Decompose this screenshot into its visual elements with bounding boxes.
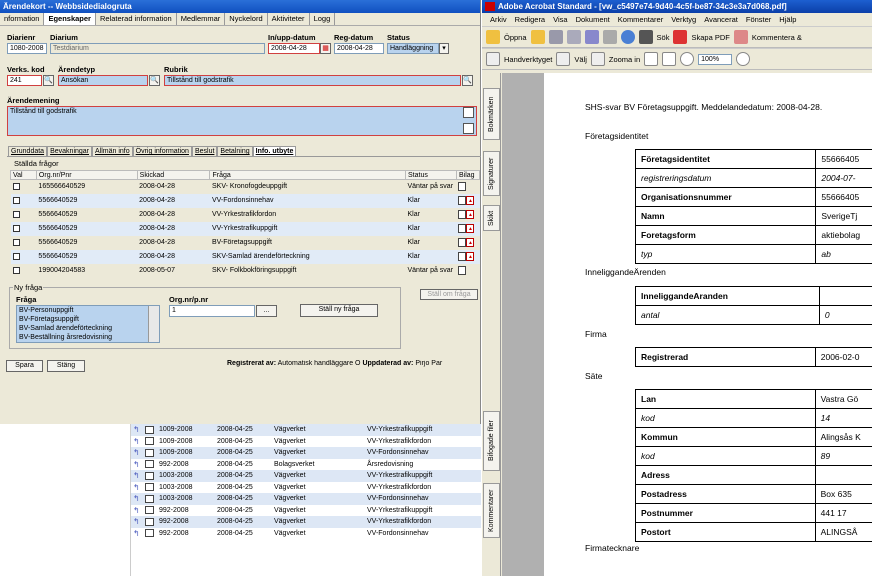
tab-bevakningar[interactable]: Bevakningar	[47, 146, 92, 156]
menu-egenskaper[interactable]: Egenskaper	[44, 13, 96, 25]
diarienr-label: Diarienr	[7, 33, 36, 42]
row-checkbox[interactable]	[13, 183, 20, 190]
search-icon[interactable]: 🔍	[150, 77, 159, 84]
browse-button[interactable]: ...	[256, 305, 277, 317]
list-item[interactable]	[131, 447, 481, 459]
left-menu-bar	[0, 13, 480, 26]
table-row[interactable]: 165566640529 2008-04-28 SKV- Kronofogdeuppgift Väntar på svar	[11, 180, 480, 194]
menu-avancerat[interactable]: Avancerat	[704, 15, 738, 24]
list-diarienr: 1003-2008	[157, 493, 215, 505]
stall-om-fraga-button[interactable]: Ställ om fråga	[420, 289, 478, 300]
field-value: ab	[816, 245, 872, 264]
list-question: Årsredovisning	[367, 460, 414, 468]
tab-grunddata[interactable]: Grunddata	[8, 146, 47, 156]
document-icon[interactable]	[145, 460, 154, 468]
tab-betalning[interactable]: Betalning	[217, 146, 252, 156]
table-row	[636, 409, 872, 428]
field-name: InneliggandeAranden	[636, 287, 820, 306]
reg-av-label: Registrerat av:	[227, 360, 277, 367]
globe-icon[interactable]	[621, 30, 635, 44]
document-icon[interactable]	[145, 483, 154, 491]
tab-allman-info[interactable]: Allmän info	[92, 146, 133, 156]
stallda-fragor-label: Ställda frågor	[14, 159, 59, 168]
table-row	[636, 169, 872, 188]
list-option[interactable]: BV-Personuppgift	[19, 307, 74, 314]
table-row	[636, 150, 872, 169]
table-row	[636, 390, 872, 409]
list-option[interactable]: BV-Företagsuppgift	[19, 316, 79, 323]
table-row	[636, 207, 872, 226]
list-source: Vägverket	[274, 483, 306, 491]
link-arrow-icon[interactable]: ↰	[133, 505, 140, 515]
pdf-icon[interactable]: ▲	[467, 254, 473, 260]
list-date: 2008-04-25	[217, 506, 253, 514]
link-arrow-icon[interactable]: ↰	[133, 517, 140, 527]
link-arrow-icon[interactable]: ↰	[133, 528, 140, 538]
col-status[interactable]: Status	[406, 171, 457, 180]
list-date: 2008-04-25	[217, 483, 253, 491]
tab-kommentarer[interactable]: Kommentarer	[483, 483, 500, 538]
field-name: Postadress	[636, 485, 816, 504]
menu-visa[interactable]: Visa	[553, 15, 568, 24]
email-icon[interactable]	[585, 30, 599, 44]
link-arrow-icon[interactable]: ↰	[133, 448, 140, 458]
col-val[interactable]: Val	[11, 171, 37, 180]
table-sate	[635, 389, 872, 542]
list-date: 2008-04-25	[215, 516, 272, 528]
table-row	[636, 348, 872, 367]
table-row	[636, 523, 872, 542]
list-diarienr: 992-2008	[159, 506, 189, 514]
list-date: 2008-04-25	[215, 447, 272, 459]
document-icon[interactable]	[458, 182, 466, 191]
acrobat-logo-icon	[485, 2, 495, 11]
left-title-bar: Ärendekort -- Webbsidedialogruta	[0, 0, 480, 13]
sok-button[interactable]: Sök	[656, 32, 670, 42]
stallda-fragor-table	[10, 170, 480, 278]
upd-av-label: Uppdaterad av:	[362, 360, 414, 367]
list-date: 2008-04-25	[215, 470, 272, 482]
tab-ovrig-information[interactable]: Övrig information	[133, 146, 192, 156]
list-source: Vägverket	[272, 424, 365, 436]
reg-av-value: Automatisk handläggare O	[277, 360, 361, 367]
list-item[interactable]	[131, 459, 481, 471]
ny-fraga-label: Ny fråga	[14, 283, 43, 292]
document-area[interactable]	[502, 73, 872, 576]
reg-label: Reg-datum	[334, 33, 374, 42]
inupp-label: In/upp-datum	[268, 33, 316, 42]
arende-list	[130, 424, 481, 576]
list-item[interactable]	[131, 516, 481, 528]
document-icon[interactable]	[145, 518, 154, 526]
field-name: typ	[636, 245, 816, 264]
table-row[interactable]: 5566640529 2008-04-28 VV-Fordonsinnehav Klar ▲	[11, 194, 480, 208]
row-checkbox[interactable]	[13, 253, 20, 260]
menu-relaterad[interactable]: Relaterad information	[96, 13, 177, 25]
menu-redigera[interactable]: Redigera	[514, 15, 546, 24]
folder-icon[interactable]	[531, 30, 545, 44]
menu-medlemmar[interactable]: Medlemmar	[177, 13, 226, 25]
tab-skikt[interactable]: Skikt	[483, 205, 500, 231]
right-menu-bar	[482, 13, 872, 26]
status-select[interactable]: Handläggning	[387, 43, 439, 54]
field-value: 0	[819, 306, 872, 325]
list-option[interactable]: BV-Samlad ärendeförteckning	[19, 325, 112, 332]
field-value: 2004-07-	[816, 169, 872, 188]
arendetyp-field[interactable]: Ansökan	[58, 75, 148, 86]
list-question: VV-Yrkestrafikfordon	[365, 516, 481, 528]
document-icon[interactable]	[145, 506, 154, 514]
menu-fonster[interactable]: Fönster	[745, 15, 772, 24]
row-checkbox[interactable]	[13, 267, 20, 274]
table-row[interactable]: 199004204583 2008-05-07 SKV- Folkbokföringsuppgift Väntar på svar	[11, 264, 480, 278]
table-inneliggande	[635, 286, 872, 325]
list-source: Vägverket	[272, 470, 365, 482]
row-checkbox[interactable]	[13, 239, 20, 246]
list-source: Vägverket	[272, 447, 365, 459]
create-pdf-icon[interactable]	[673, 30, 687, 44]
orgnr-label: Org.nr/p.nr	[169, 295, 209, 304]
table-row[interactable]: 5566640529 2008-04-28 VV-Yrkestrafikfordon Klar ▲	[11, 208, 480, 222]
table-row	[636, 188, 872, 207]
table-row	[636, 504, 872, 523]
list-question: VV-Yrkestrafikfordon	[367, 437, 432, 445]
document-icon[interactable]	[145, 426, 154, 434]
tab-bokmarken[interactable]: Bokmärken	[483, 88, 500, 140]
col-fraga[interactable]: Fråga	[210, 171, 406, 180]
tab-info-utbyte[interactable]: Info. utbyte	[253, 146, 297, 156]
print-icon[interactable]	[567, 30, 581, 44]
list-question: VV-Yrkestrafikfordon	[367, 483, 432, 491]
table-row[interactable]: 5566640529 2008-04-28 VV-Yrkestrafikuppgift Klar ▲	[11, 222, 480, 236]
table-row	[636, 287, 872, 306]
section-foretagsidentitet: Företagsidentitet	[585, 131, 649, 141]
field-name: kod	[636, 409, 816, 428]
row-checkbox[interactable]	[13, 211, 20, 218]
list-source: Vägverket	[274, 506, 306, 514]
valj-button[interactable]: Välj	[574, 54, 587, 64]
section-firmatecknare: Firmatecknare	[585, 543, 640, 553]
link-arrow-icon[interactable]: ↰	[133, 425, 140, 435]
field-name: Foretagsform	[636, 226, 816, 245]
folder-open-icon[interactable]	[486, 30, 500, 44]
inupp-datum-field[interactable]: 2008-04-28	[268, 43, 320, 54]
arendemening-label: Ärendemening	[7, 96, 60, 105]
search-icon[interactable]: 🔍	[463, 77, 472, 84]
table-row	[636, 428, 872, 447]
orgnr-input[interactable]: 1	[169, 305, 255, 317]
section-firma: Firma	[585, 329, 607, 339]
diarium-label: Diarium	[50, 33, 78, 42]
tab-signaturer[interactable]: Signaturer	[483, 151, 500, 196]
list-item[interactable]	[131, 482, 481, 494]
field-value: 2006-02-0	[815, 348, 872, 367]
list-question: VV-Yrkestrafikuppgift	[367, 506, 433, 514]
fraga-label: Fråga	[16, 295, 37, 304]
field-name: Organisationsnummer	[636, 188, 816, 207]
pdf-icon[interactable]: ▲	[467, 226, 473, 232]
row-checkbox[interactable]	[13, 197, 20, 204]
toolbar-2	[482, 48, 872, 70]
verks-label: Verks. kod	[7, 65, 45, 74]
col-orgnr[interactable]: Org.nr/Pnr	[36, 171, 137, 180]
stang-button[interactable]: Stäng	[47, 360, 85, 372]
document-icon[interactable]	[458, 224, 466, 233]
list-option[interactable]: BV-Beställning årsredovisning	[19, 334, 112, 341]
table-firma	[635, 347, 872, 367]
field-value: 55666405	[816, 150, 872, 169]
arende-list-table	[131, 424, 481, 539]
pdf-icon[interactable]: ▲	[467, 240, 473, 246]
select-icon[interactable]	[556, 52, 570, 66]
oppna-button[interactable]: Öppna	[504, 32, 527, 42]
doc-heading: SHS-svar BV Företagsuppgift. Meddelandedatum: 2008-04-28.	[585, 102, 823, 112]
list-date: 2008-04-25	[215, 424, 272, 436]
list-diarienr: 1009-2008	[157, 447, 215, 459]
col-skickad[interactable]: Skickad	[137, 171, 210, 180]
link-arrow-icon[interactable]: ↰	[133, 494, 140, 504]
right-title-bar: Adobe Acrobat Standard - [vw_c5497e74-9d40-4c5f-be87-34c3e3a7d068.pdf]	[482, 0, 872, 13]
list-diarienr: 1003-2008	[159, 483, 193, 491]
zoom-input[interactable]: 100%	[698, 54, 732, 65]
field-name: Postnummer	[636, 504, 816, 523]
menu-verktyg[interactable]: Verktyg	[671, 15, 697, 24]
rubrik-label: Rubrik	[164, 65, 188, 74]
field-name: Registrerad	[636, 348, 816, 367]
upd-av-value: Pirjo Par	[415, 360, 443, 367]
zoom-out-icon[interactable]	[680, 52, 694, 66]
checkbox[interactable]	[463, 107, 474, 118]
list-diarienr: 1003-2008	[157, 470, 215, 482]
document-icon[interactable]	[145, 495, 154, 503]
arendekort-window	[0, 0, 481, 424]
field-name: Postort	[636, 523, 816, 542]
table-foretagsidentitet	[635, 149, 872, 264]
detail-tabs	[8, 146, 296, 156]
field-value: 55666405	[816, 188, 872, 207]
save-icon[interactable]	[549, 30, 563, 44]
zooma-in-button[interactable]: Zooma in	[608, 54, 641, 64]
field-value	[815, 466, 872, 485]
list-date: 2008-04-25	[217, 460, 253, 468]
list-date: 2008-04-25	[215, 493, 272, 505]
list-source: Vägverket	[274, 437, 306, 445]
table-row	[636, 447, 872, 466]
list-diarienr: 992-2008	[159, 529, 189, 537]
skapa-pdf-button[interactable]: Skapa PDF	[691, 32, 730, 42]
list-source: Vägverket	[272, 516, 365, 528]
field-value: Box 635	[815, 485, 872, 504]
arendemening-textarea[interactable]: Tillstånd till godstrafik	[7, 106, 477, 136]
left-blank-area	[0, 424, 130, 576]
section-inneliggande: InneliggandeÄrenden	[585, 267, 666, 277]
link-arrow-icon[interactable]: ↰	[133, 459, 140, 469]
menu-kommentarer[interactable]: Kommentarer	[617, 15, 664, 24]
list-item[interactable]	[131, 470, 481, 482]
calendar-icon[interactable]: ▦	[320, 43, 331, 54]
stall-ny-fraga-button[interactable]: Ställ ny fråga	[300, 304, 378, 317]
list-source: Vägverket	[274, 529, 306, 537]
document-icon[interactable]	[458, 252, 466, 261]
field-name: kod	[636, 447, 816, 466]
acrobat-window	[482, 0, 872, 576]
table-row	[636, 466, 872, 485]
navigation-pane	[482, 73, 501, 576]
diarium-field[interactable]: Testdiarium	[50, 43, 265, 54]
link-arrow-icon[interactable]: ↰	[133, 436, 140, 446]
col-bilag[interactable]: Bilag	[456, 171, 479, 180]
list-date: 2008-04-25	[217, 529, 253, 537]
list-date: 2008-04-25	[217, 437, 253, 445]
field-value: SverigeTj	[816, 207, 872, 226]
status-label: Status	[387, 33, 410, 42]
field-name: Lan	[636, 390, 816, 409]
menu-arkiv[interactable]: Arkiv	[490, 15, 507, 24]
field-value	[819, 287, 872, 306]
field-name: antal	[636, 306, 820, 325]
verks-kod-field[interactable]: 241	[7, 75, 42, 86]
handverktyget-button[interactable]: Handverktyget	[504, 54, 553, 64]
field-name: Kommun	[636, 428, 816, 447]
row-checkbox[interactable]	[13, 225, 20, 232]
field-value: 89	[815, 447, 872, 466]
menu-hjalp[interactable]: Hjälp	[779, 15, 797, 24]
fit-page-icon[interactable]	[644, 52, 658, 66]
menu-nyckelord[interactable]: Nyckelord	[225, 13, 267, 25]
field-name: Namn	[636, 207, 816, 226]
menu-logg[interactable]: Logg	[310, 13, 336, 25]
list-item[interactable]	[131, 528, 481, 540]
toolbar-1	[482, 26, 872, 48]
list-diarienr: 992-2008	[159, 460, 189, 468]
table-row[interactable]: 5566640529 2008-04-28 SKV-Samlad ärendeförteckning Klar ▲	[11, 250, 480, 264]
link-arrow-icon[interactable]: ↰	[133, 482, 140, 492]
field-value: Alingsås K	[815, 428, 872, 447]
list-diarienr: 1009-2008	[159, 437, 193, 445]
document-icon[interactable]	[458, 210, 466, 219]
field-value: Vastra Gö	[815, 390, 872, 409]
document-icon[interactable]	[145, 449, 154, 457]
menu-dokument[interactable]: Dokument	[575, 15, 610, 24]
document-icon[interactable]	[458, 266, 466, 275]
binoculars-icon[interactable]	[639, 30, 653, 44]
field-value: 441 17	[815, 504, 872, 523]
field-value: aktiebolag	[816, 226, 872, 245]
table-row[interactable]: 5566640529 2008-04-28 BV-Företagsuppgift Klar ▲	[11, 236, 480, 250]
list-source: Vägverket	[272, 493, 365, 505]
kommentera-button[interactable]: Kommentera &	[751, 32, 802, 42]
table-row	[636, 485, 872, 504]
pdf-icon[interactable]: ▲	[467, 212, 473, 218]
attach-icon[interactable]	[603, 30, 617, 44]
list-item[interactable]	[131, 493, 481, 505]
list-question: VV-Fordonsinnehav	[365, 493, 481, 505]
field-value: ALINGSÅ	[815, 523, 872, 542]
field-name: Adress	[636, 466, 816, 485]
tab-beslut[interactable]: Beslut	[192, 146, 217, 156]
registrerat-info	[227, 360, 479, 367]
table-row	[636, 306, 872, 325]
document-icon[interactable]	[145, 472, 154, 480]
list-question: VV-Fordonsinnehav	[367, 529, 429, 537]
arendetyp-label: Ärendetyp	[58, 65, 96, 74]
table-row	[636, 226, 872, 245]
comment-icon[interactable]	[734, 30, 748, 44]
section-sate: Säte	[585, 371, 603, 381]
zoom-in-circle-icon[interactable]	[736, 52, 750, 66]
menu-aktiviteter[interactable]: Aktiviteter	[268, 13, 310, 25]
fraga-listbox[interactable]	[16, 305, 160, 343]
listbox-scrollbar[interactable]	[148, 306, 159, 342]
list-question: VV-Yrkestrafikuppgift	[365, 470, 481, 482]
list-question: VV-Fordonsinnehav	[365, 447, 481, 459]
search-icon[interactable]: 🔍	[44, 77, 53, 84]
list-item[interactable]	[131, 505, 481, 517]
fit-width-icon[interactable]	[662, 52, 676, 66]
tab-bifogade-filer[interactable]: Bifogade filer	[483, 411, 500, 471]
rubrik-field[interactable]: Tillstånd till godstrafik	[164, 75, 461, 86]
hand-icon[interactable]	[486, 52, 500, 66]
link-arrow-icon[interactable]: ↰	[133, 471, 140, 481]
document-icon[interactable]	[145, 529, 154, 537]
pdf-page	[544, 73, 872, 576]
field-name: Företagsidentitet	[636, 150, 816, 169]
field-value: 14	[815, 409, 872, 428]
list-diarienr: 1009-2008	[157, 424, 215, 436]
menu-information[interactable]: nformation	[0, 13, 44, 25]
list-question: VV-Yrkestrafikuppgift	[365, 424, 481, 436]
diarienr-field[interactable]: 1080-2008	[7, 43, 47, 54]
table-row	[636, 245, 872, 264]
chevron-down-icon[interactable]: ▾	[439, 43, 449, 54]
reg-datum-field[interactable]: 2008-04-28	[334, 43, 384, 54]
document-icon[interactable]	[458, 238, 466, 247]
spara-button[interactable]: Spara	[6, 360, 43, 372]
document-icon[interactable]	[458, 196, 466, 205]
document-icon[interactable]	[145, 437, 154, 445]
field-name: registreringsdatum	[636, 169, 816, 188]
list-item[interactable]	[131, 424, 481, 436]
pdf-icon[interactable]: ▲	[467, 198, 473, 204]
checkbox[interactable]	[463, 123, 474, 134]
list-item[interactable]	[131, 436, 481, 448]
zoom-in-icon[interactable]	[591, 52, 605, 66]
list-diarienr: 992-2008	[157, 516, 215, 528]
list-source: Bolagsverket	[274, 460, 315, 468]
